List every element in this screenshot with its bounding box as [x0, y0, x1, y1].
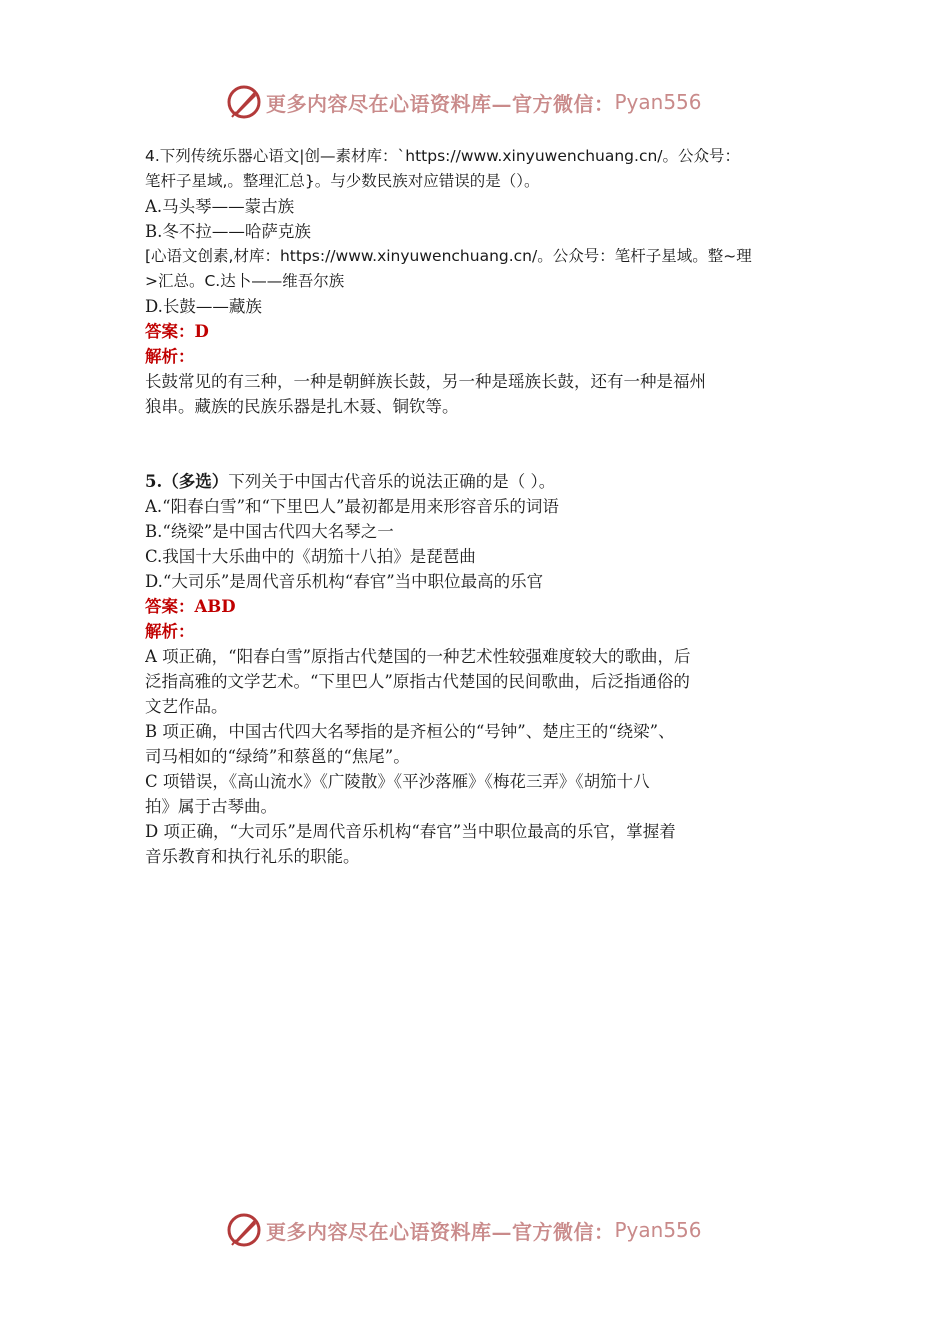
q5-analysis-line: A 项正确，“阳春白雪”原指古代楚国的一种艺术性较强难度较大的歌曲，后: [145, 647, 691, 666]
q5-stem-text: 下列关于中国古代音乐的说法正确的是（ ）。: [228, 472, 556, 491]
banner-text: 更多内容尽在心语资料库—官方微信：: [266, 91, 615, 116]
q4-analysis-line: 狼串。藏族的民族乐器是扎木聂、铜钦等。: [145, 397, 459, 416]
q4-option-a: A.马头琴——蒙古族: [145, 197, 295, 216]
q4-stem-line-1: 4.下列传统乐器心语文|创—素材库：`https://www.xinyuwenchuang.cn/。公众号：: [145, 147, 741, 165]
document-body: [145, 144, 810, 869]
q5-answer: 答案：ABD: [145, 597, 236, 616]
q5-analysis-label: 解析：: [145, 622, 195, 641]
q4-noise-line-2: >汇总。C.达卜——维吾尔族: [145, 272, 345, 290]
q5-option-c: C.我国十大乐曲中的《胡笳十八拍》是琵琶曲: [145, 547, 476, 566]
q4-noise-line-1: [心语文创素,材库：https://www.xinyuwenchuang.cn/。公众号：笔杆子星域。整~理: [145, 247, 752, 265]
q5-number: 5.: [145, 472, 163, 491]
banner-text: 更多内容尽在心语资料库—官方微信：: [266, 1219, 615, 1244]
footer-banner: [226, 1210, 702, 1250]
q4-option-b: B.冬不拉——哈萨克族: [145, 222, 311, 241]
question-4: [145, 144, 810, 419]
quill-logo-icon: [226, 1212, 262, 1248]
q5-analysis-line: B 项正确，中国古代四大名琴指的是齐桓公的“号钟”、楚庄王的“绕梁”、: [145, 722, 675, 741]
q5-analysis-line: D 项正确，“大司乐”是周代音乐机构“春官”当中职位最高的乐官，掌握着: [145, 822, 676, 841]
q5-analysis-line: C 项错误，《高山流水》《广陵散》《平沙落雁》《梅花三弄》《胡笳十八: [145, 772, 650, 791]
q5-tag: （多选）: [162, 472, 229, 491]
quill-logo-icon: [226, 84, 262, 120]
q4-analysis-line: 长鼓常见的有三种，一种是朝鲜族长鼓，另一种是瑶族长鼓，还有一种是福州: [145, 372, 706, 391]
q5-analysis-line: 司马相如的“绿绮”和蔡邕的“焦尾”。: [145, 747, 410, 766]
q4-analysis-label: 解析：: [145, 347, 195, 366]
q4-stem-line-2: 笔杆子星域,。整理汇总}。与少数民族对应错误的是（）。: [145, 172, 540, 190]
question-5: [145, 469, 810, 869]
q4-option-d: D.长鼓——藏族: [145, 297, 262, 316]
q5-option-b: B.“绕梁”是中国古代四大名琴之一: [145, 522, 394, 541]
q5-option-a: A.“阳春白雪”和“下里巴人”最初都是用来形容音乐的词语: [145, 497, 559, 516]
q5-option-d: D.“大司乐”是周代音乐机构“春官”当中职位最高的乐官: [145, 572, 544, 591]
q5-analysis-line: 文艺作品。: [145, 697, 228, 716]
q5-analysis-line: 泛指高雅的文学艺术。“下里巴人”原指古代楚国的民间歌曲，后泛指通俗的: [145, 672, 690, 691]
banner-wechat-id: Pyan556: [614, 1218, 702, 1242]
q5-analysis-line: 拍》属于古琴曲。: [145, 797, 277, 816]
q4-answer: 答案：D: [145, 322, 209, 341]
banner-wechat-id: Pyan556: [614, 90, 702, 114]
q5-analysis-line: 音乐教育和执行礼乐的职能。: [145, 847, 360, 866]
q5-stem: [145, 469, 810, 494]
header-banner: [226, 82, 702, 122]
